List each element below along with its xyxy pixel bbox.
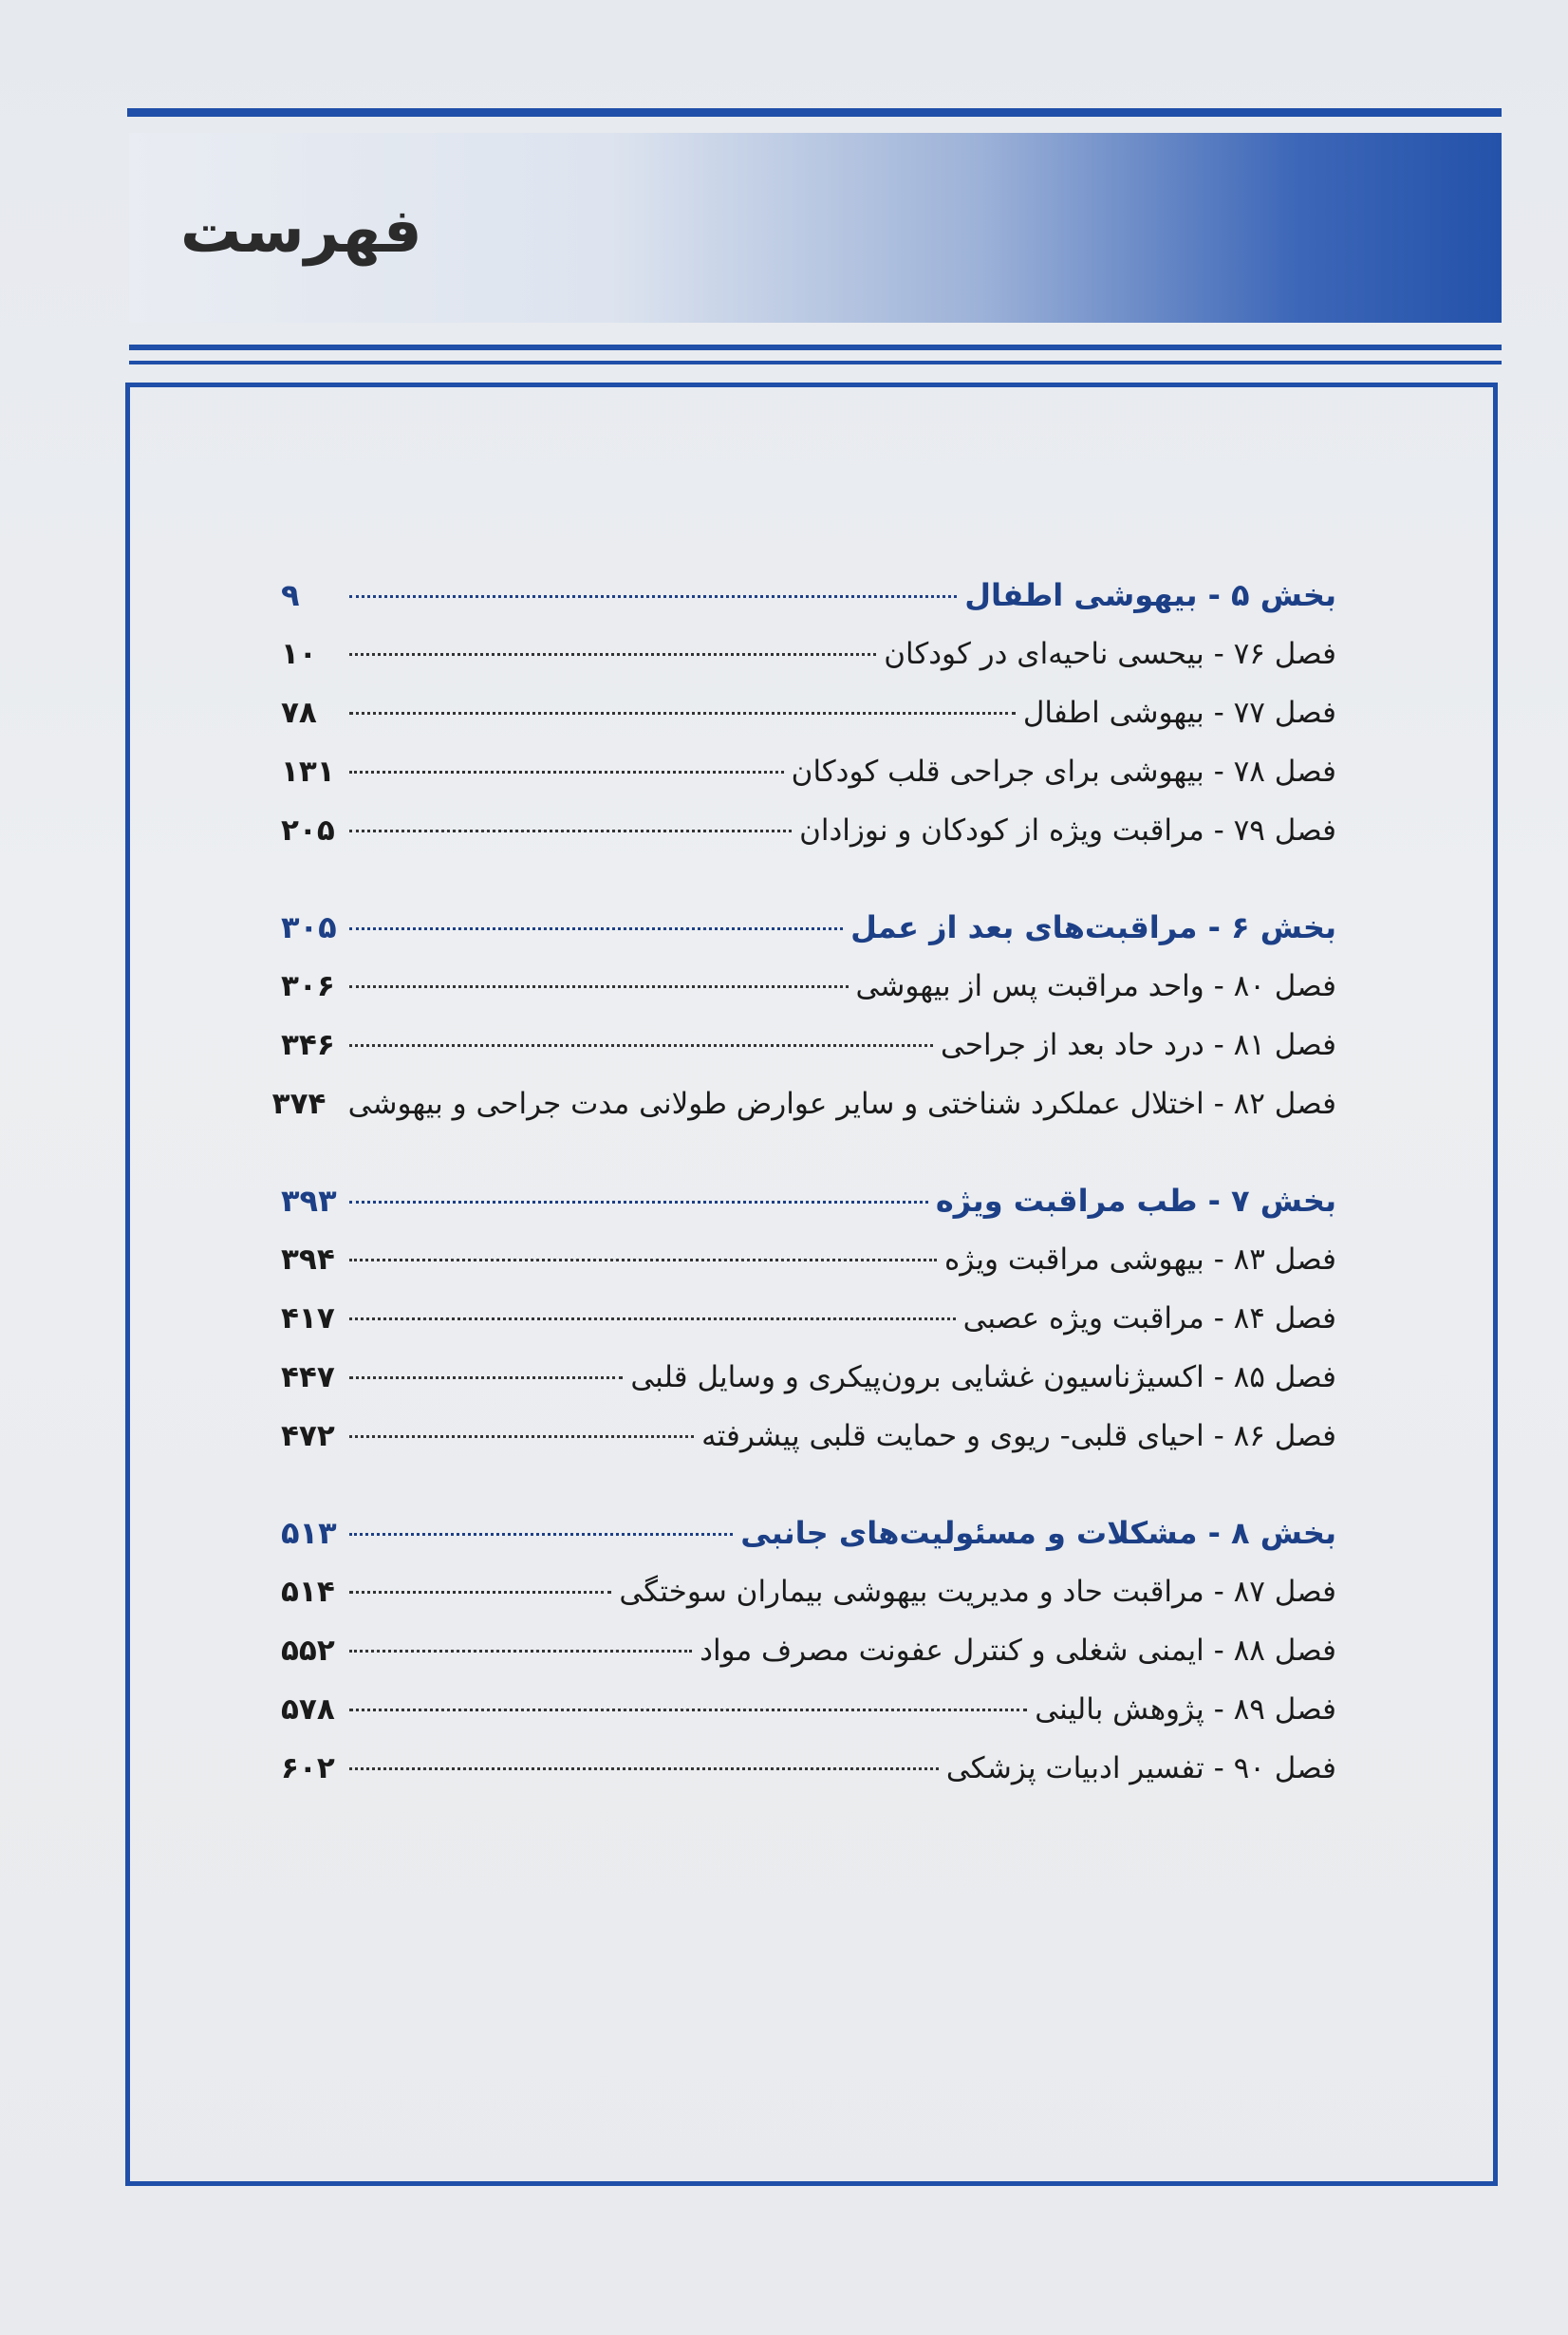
page-number: ۴۷۲: [281, 1419, 335, 1453]
dot-leader: [349, 985, 849, 988]
chapter-title: فصل ۸۰ - واحد مراقبت پس از بیهوشی: [855, 969, 1336, 1003]
toc-chapter-row: [281, 1016, 1336, 1074]
chapter-title: فصل ۸۵ - اکسیژناسیون غشایی برون‌پیکری و وسایل قلبی: [630, 1360, 1336, 1394]
page-number: ۳۰۵: [281, 909, 337, 945]
toc-part-row: [281, 1171, 1336, 1230]
page-number: ۱۳۱: [281, 755, 335, 789]
toc-chapter-row: [281, 1739, 1336, 1798]
toc-part-row: [281, 898, 1336, 957]
page-title: فهرست: [180, 196, 422, 267]
dot-leader: [349, 830, 792, 832]
page-number: ۴۴۷: [281, 1360, 335, 1394]
part-title: بخش ۷ - طب مراقبت ویژه: [935, 1183, 1336, 1219]
chapter-title: فصل ۸۶ - احیای قلبی- ریوی و حمایت قلبی پیشرفته: [701, 1419, 1336, 1453]
dot-leader: [349, 1376, 623, 1379]
top-rule: [127, 108, 1502, 117]
page-number: ۴۱۷: [281, 1301, 335, 1336]
dot-leader: [349, 1709, 1027, 1711]
chapter-title: فصل ۸۱ - درد حاد بعد از جراحی: [941, 1028, 1336, 1062]
toc-chapter-row: [281, 1621, 1336, 1680]
dot-leader: [349, 712, 1016, 715]
toc-chapter-row: [281, 957, 1336, 1016]
header-rule: [129, 361, 1502, 364]
chapter-title: فصل ۸۸ - ایمنی شغلی و کنترل عفونت مصرف مواد: [700, 1634, 1336, 1668]
chapter-title: فصل ۸۲ - اختلال عملکرد شناختی و سایر عوارض طولانی مدت جراحی و بیهوشی: [347, 1087, 1336, 1121]
toc-part: [281, 1171, 1336, 1466]
page-number: ۳۷۴: [271, 1087, 327, 1121]
dot-leader: [349, 771, 784, 774]
page-number: ۳۰۶: [281, 969, 335, 1003]
chapter-title: فصل ۷۹ - مراقبت ویژه از کودکان و نوزادان: [799, 813, 1336, 848]
page-number: ۳۹۳: [281, 1183, 337, 1219]
chapter-title: فصل ۷۸ - بیهوشی برای جراحی قلب کودکان: [791, 755, 1336, 789]
dot-leader: [349, 1044, 933, 1047]
chapter-title: فصل ۷۷ - بیهوشی اطفال: [1022, 696, 1336, 730]
part-title: بخش ۵ - بیهوشی اطفال: [964, 577, 1336, 613]
dot-leader: [349, 1259, 937, 1261]
toc-chapter-row: [281, 1348, 1336, 1407]
dot-leader: [349, 595, 957, 598]
page-number: ۲۰۵: [281, 813, 335, 848]
toc-chapter-row: [281, 1680, 1336, 1739]
page-number: ۷۸: [281, 696, 317, 730]
toc-chapter-row: [281, 1562, 1336, 1621]
dot-leader: [349, 1201, 928, 1204]
header-rule: [129, 345, 1502, 350]
toc-chapter-row: [281, 742, 1336, 801]
part-title: بخش ۶ - مراقبت‌های بعد از عمل: [850, 909, 1336, 945]
toc-chapter-row: [281, 1289, 1336, 1348]
chapter-title: فصل ۸۴ - مراقبت ویژه عصبی: [962, 1301, 1336, 1336]
toc-chapter-row: [281, 1407, 1336, 1466]
page-number: ۶۰۲: [281, 1751, 335, 1785]
page-number: ۵۵۲: [281, 1634, 335, 1668]
toc-part: [281, 566, 1336, 860]
toc-chapter-row: [281, 801, 1336, 860]
toc-part: [271, 898, 1336, 1133]
dot-leader: [349, 927, 843, 930]
chapter-title: فصل ۷۶ - بیحسی ناحیه‌ای در کودکان: [884, 637, 1336, 671]
dot-leader: [349, 653, 876, 656]
toc-chapter-row: [281, 683, 1336, 742]
page-number: ۵۷۸: [281, 1692, 335, 1727]
toc-part-row: [281, 1504, 1336, 1562]
toc-chapter-row: [271, 1074, 1336, 1133]
toc-part-row: [281, 566, 1336, 625]
chapter-title: فصل ۹۰ - تفسیر ادبیات پزشکی: [945, 1751, 1336, 1785]
table-of-contents: [271, 566, 1336, 1836]
page-number: ۹: [281, 577, 300, 613]
chapter-title: فصل ۸۷ - مراقبت حاد و مدیریت بیهوشی بیماران سوختگی: [619, 1575, 1336, 1609]
toc-chapter-row: [281, 1230, 1336, 1289]
dot-leader: [349, 1317, 956, 1320]
page-number: ۱۰: [281, 637, 317, 671]
dot-leader: [349, 1650, 692, 1653]
page-number: ۳۴۶: [281, 1028, 335, 1062]
page-number: ۵۱۳: [281, 1515, 337, 1551]
dot-leader: [349, 1533, 733, 1536]
dot-leader: [349, 1767, 939, 1770]
chapter-title: فصل ۸۹ - پژوهش بالینی: [1035, 1692, 1336, 1727]
toc-chapter-row: [281, 625, 1336, 683]
part-title: بخش ۸ - مشکلات و مسئولیت‌های جانبی: [740, 1515, 1336, 1551]
dot-leader: [349, 1435, 694, 1438]
toc-part: [281, 1504, 1336, 1798]
chapter-title: فصل ۸۳ - بیهوشی مراقبت ویژه: [944, 1242, 1336, 1277]
page-number: ۵۱۴: [281, 1575, 335, 1609]
dot-leader: [349, 1591, 611, 1594]
page-number: ۳۹۴: [281, 1242, 335, 1277]
